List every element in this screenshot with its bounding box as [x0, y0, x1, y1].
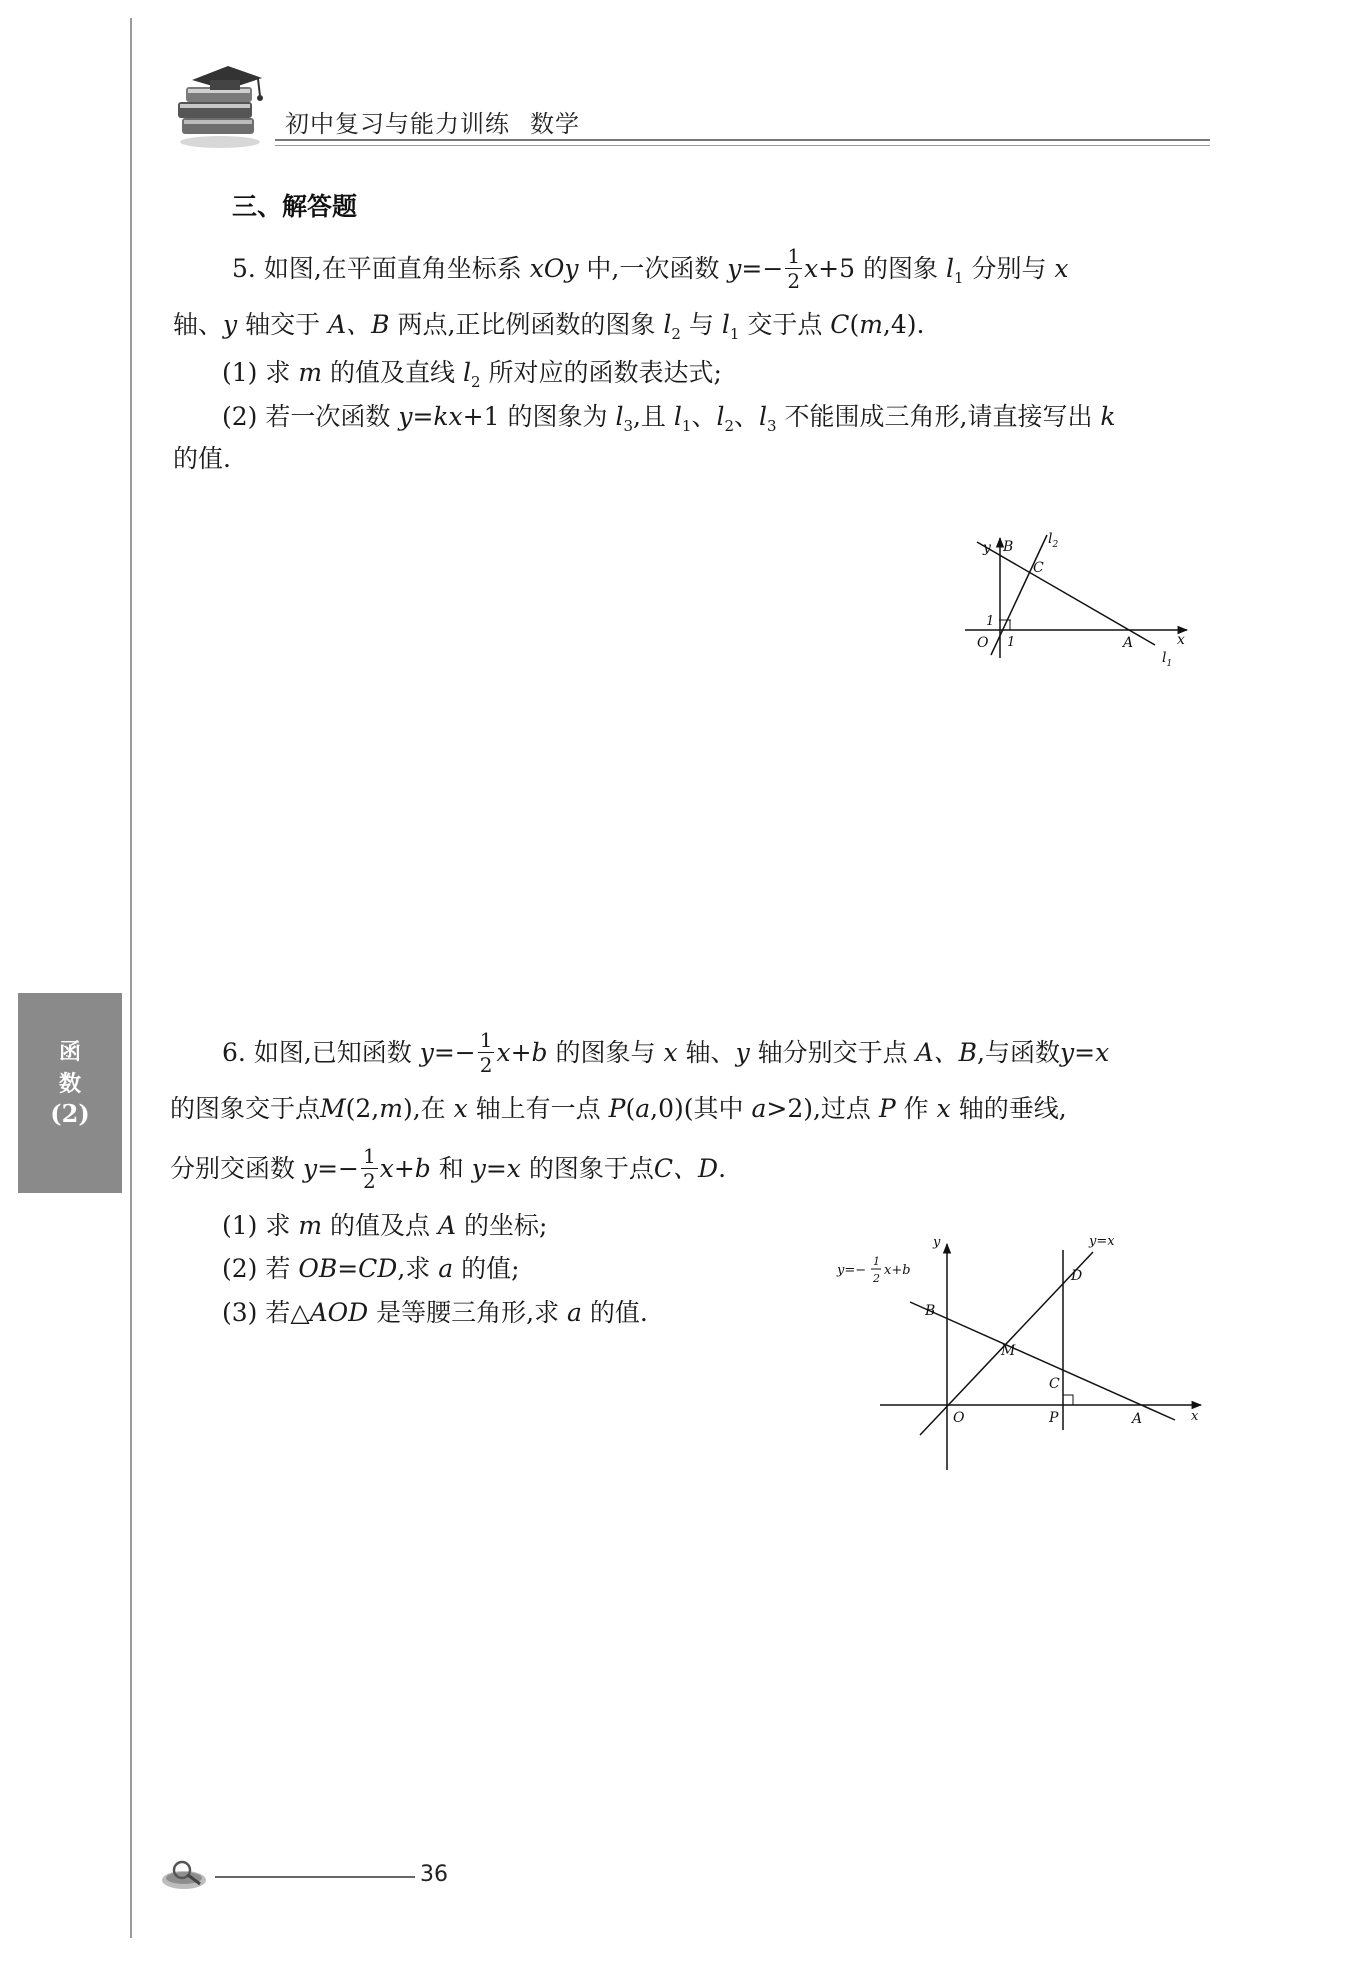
fig6-label-P: P: [1049, 1410, 1059, 1426]
fig5-label-C: C: [1033, 560, 1044, 576]
q6-sub-2: (2) 若 OB=CD,求 a 的值;: [222, 1254, 520, 1283]
fig5-label-one-x: 1: [1007, 635, 1016, 650]
q6-figure: [835, 1230, 1215, 1480]
fraction-half: $\frac{1}{2}$: [787, 244, 801, 293]
fig6-label-M: M: [1001, 1343, 1016, 1359]
chapter-side-tab: [18, 993, 122, 1193]
fraction-half: $\frac{1}{2}$: [479, 1028, 493, 1077]
fig6-label-B: B: [925, 1303, 936, 1319]
fig5-label-A: A: [1123, 635, 1134, 651]
side-tab-char-1: 函: [58, 1039, 81, 1065]
q6-sub-1: (1) 求 m 的值及点 A 的坐标;: [222, 1211, 548, 1240]
q5-sub-2: (2) 若一次函数 y=kx+1 的图象为 $l_3$,且 $l_1$、$l_2$、$l_3$ 不能围成三角形,请直接写出 k: [222, 402, 1116, 435]
svg-text:y=−: y=−: [837, 1263, 867, 1278]
q6-sub-3: (3) 若△AOD 是等腰三角形,求 a 的值.: [222, 1298, 648, 1327]
fig6-label-O: O: [953, 1410, 965, 1426]
fig5-label-one-y: 1: [986, 614, 995, 629]
fraction-half: $\frac{1}{2}$: [363, 1144, 376, 1193]
footer-rule: [215, 1876, 415, 1878]
svg-text:1: 1: [873, 1255, 880, 1268]
q5-line-2: 轴、y 轴交于 A、B 两点,正比例函数的图象 $l_2$ 与 $l_1$ 交于点 C(m,4).: [173, 310, 925, 343]
line-neg-half-x-plus-b: [910, 1302, 1175, 1420]
fig6-label-A: A: [1132, 1411, 1143, 1427]
side-tab-char-3: (2): [50, 1099, 90, 1128]
fig5-label-B: B: [1003, 539, 1014, 555]
fig6-label-x: x: [1191, 1409, 1199, 1424]
fig6-label-yeqx: y=x: [1089, 1234, 1115, 1249]
q6-line-3: 分别交函数 y=− $\frac{1}{2}$ x+b 和 y=x 的图象于点C、D.: [170, 1144, 727, 1193]
fig6-label-C: C: [1049, 1376, 1060, 1392]
svg-text:2: 2: [873, 1272, 880, 1285]
margin-line: [130, 18, 132, 1938]
books-logo-icon: [170, 60, 270, 150]
svg-text:x+b: x+b: [884, 1263, 911, 1278]
fig5-label-l1: $l_1$: [1162, 650, 1173, 669]
subject-label: 数学: [530, 110, 580, 138]
book-title: 初中复习与能力训练: [285, 110, 510, 138]
fig6-label-D: D: [1071, 1268, 1083, 1284]
magnifier-footer-icon: [158, 1858, 218, 1894]
fig6-label-line-eq: [836, 1255, 911, 1285]
fig5-label-O: O: [977, 635, 989, 651]
q6-line-2: 的图象交于点M(2,m),在 x 轴上有一点 P(a,0)(其中 a>2),过点 P 作 x 轴的垂线,: [170, 1094, 1067, 1123]
fig5-label-l2: $l_2$: [1048, 531, 1059, 550]
header-title: [285, 104, 580, 139]
fig5-label-x: x: [1177, 632, 1185, 648]
q5-sub-2-cont: 的值.: [173, 444, 231, 473]
q5-line-1: 5. 如图,在平面直角坐标系 xOy 中,一次函数 y=− $\frac{1}{2}$ x+5 的图象 $l_1$ 分别与 x: [232, 244, 1069, 293]
fig6-y-label: y: [933, 1235, 941, 1250]
header-rule-thin: [275, 145, 1210, 146]
side-tab-char-2: 数: [58, 1071, 81, 1097]
section-title: 三、解答题: [232, 192, 358, 221]
q6-line-1: 6. 如图,已知函数 y=− $\frac{1}{2}$ x+b 的图象与 x 轴、y 轴分别交于点 A、B,与函数y=x: [222, 1028, 1110, 1077]
fig5-y-label: y: [983, 540, 991, 556]
q5-figure: [955, 530, 1205, 680]
page-number: 36: [420, 1862, 448, 1887]
header-rule: [275, 139, 1210, 141]
q5-sub-1: (1) 求 m 的值及直线 $l_2$ 所对应的函数表达式;: [222, 358, 722, 391]
